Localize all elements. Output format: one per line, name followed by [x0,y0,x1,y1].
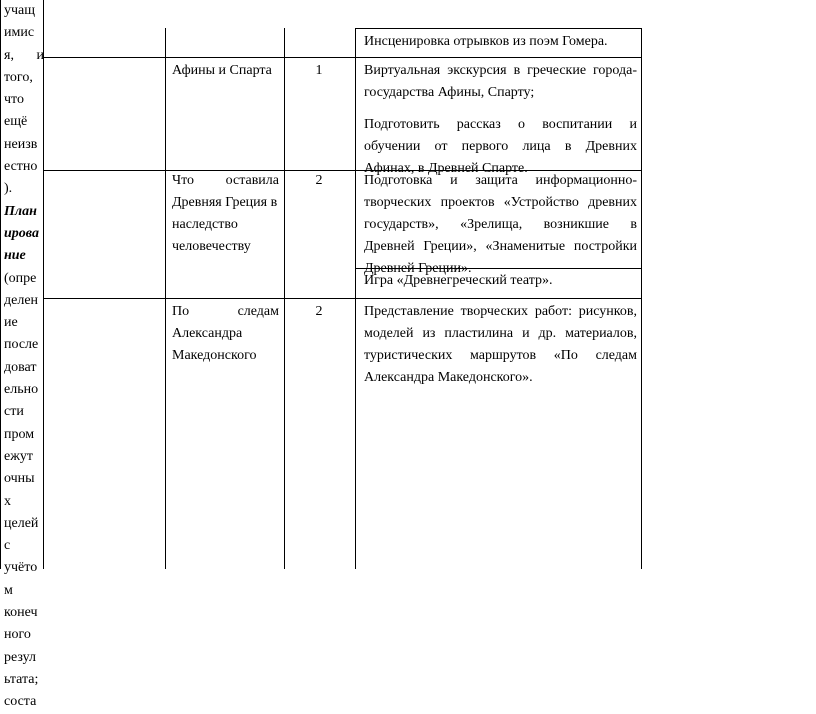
col1-line-bold: ирова [4,225,39,241]
col1-line: конеч [4,605,38,621]
row1-hours: 1 [315,63,323,78]
col1-line: что [4,92,24,108]
col1-line: учёто [4,560,38,576]
col1-line: ного [4,627,31,643]
activity-text: Игра «Древнегреческий театр». [364,273,553,288]
col1-line: очны [4,471,35,487]
topic-line: человечеству [172,239,251,254]
col1-line: соста [4,694,37,710]
row2-hours: 2 [315,173,323,188]
activity-text: Подготовка и защита информационно-творческих проектов «Устройство древних государств», «Зрелища, возникшие в Древней Греции», «Знаменитые постройки Древней Греции». [364,173,637,276]
topic-line: Александра [172,326,243,341]
col1-line: естно [4,159,38,175]
row2b-activities [364,270,637,292]
row-line-1 [43,57,642,58]
first-column-text [4,0,44,714]
activity-text: Представление творческих работ: рисунков, моделей из пластилина и др. материалов, туристических маршрутов «По следам Александра Македонского». [364,304,637,385]
row2-activities [364,170,637,280]
topic-line: Македонского [172,348,257,363]
col1-line-bold: ние [4,248,26,264]
col1-line: ьтата; [4,671,39,687]
row3-hours: 2 [315,304,323,319]
activity-text: Инсценировка отрывков из поэм Гомера. [364,34,608,49]
col1-line: имис [4,25,35,41]
col1-line: неизв [4,136,38,152]
topic-line: Древняя Греция в [172,195,278,210]
row3-activities [364,301,637,389]
col1-line: ещё [4,114,28,130]
header-bottom-line [355,28,642,29]
col1-line: ). [4,181,13,197]
col1-line: учащ [4,3,36,18]
col1-line: ие [4,315,18,331]
topic-line: Афины и Спарта [172,63,272,78]
col1-line: х [4,493,11,509]
col1-line: целей [4,515,39,531]
col1-line-bold: План [4,203,37,219]
row-line-3 [43,298,642,299]
col1-line: резул [4,649,36,665]
activity-text: Подготовить рассказ о воспитании и обучении от первого лица в Древних Афинах, в Древней Спарте. [364,117,637,176]
row3-topic [172,301,279,367]
col1-line: того, [4,69,33,85]
col1-line: сти [4,404,24,420]
col1-line: м [4,582,13,598]
col1-line: (опре [4,270,37,286]
col1-line: с [4,538,11,554]
col1-line: делен [4,292,39,308]
topic-line: По следам [172,304,279,319]
topic-word: Что [172,173,195,188]
col1-line: доват [4,359,37,375]
activity-text: Виртуальная экскурсия в греческие города-государства Афины, Спарту; [364,63,637,100]
row2-topic [172,170,279,258]
topic-line [172,170,279,192]
col1-line: пром [4,426,35,442]
col1-line: ежут [4,448,34,464]
topic-line: наследство [172,217,238,232]
col1-line: после [4,337,39,353]
row1-topic [172,60,279,82]
topic-word: оставила [225,173,279,188]
table-left-border [0,0,1,569]
row0-activities [364,31,637,53]
col1-line-pair: я, и [4,47,44,63]
row1-activities [364,60,637,180]
col1-line: ельно [4,382,39,398]
